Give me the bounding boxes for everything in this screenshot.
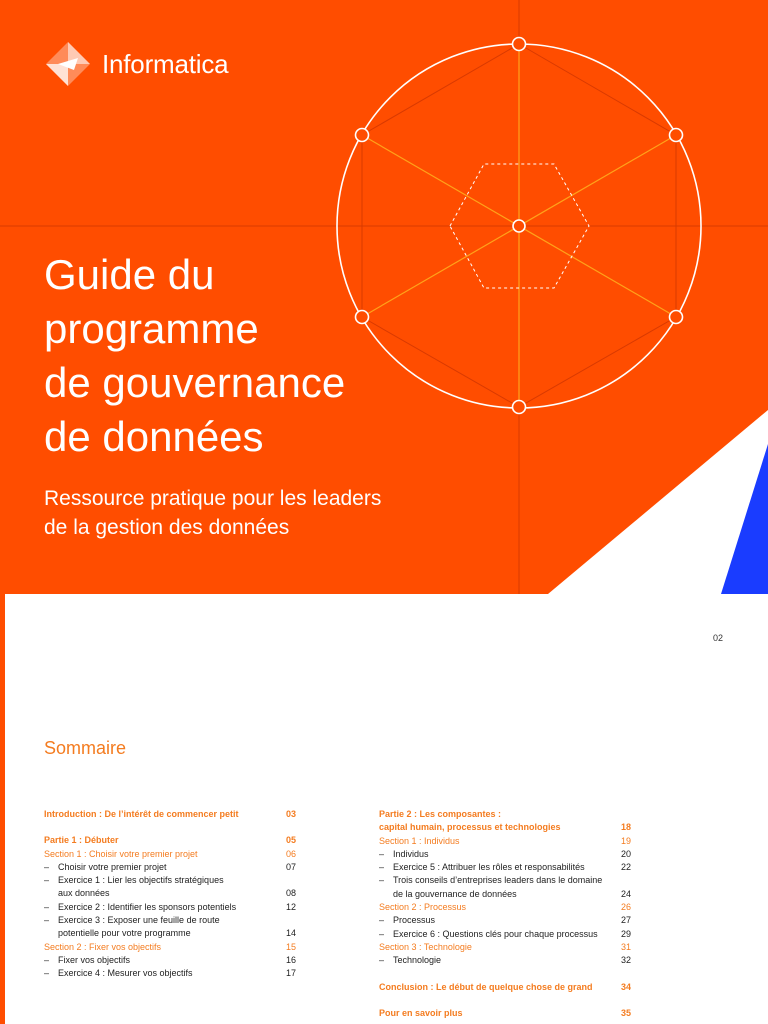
toc-entry-label: Exercice 4 : Mesurer vos objectifs — [58, 968, 193, 979]
toc-entry-page: 14 — [285, 928, 296, 939]
toc-entry-page: 03 — [285, 809, 296, 819]
toc-entry-page: 29 — [620, 928, 631, 939]
toc-entry[interactable] — [44, 941, 296, 954]
toc-entry-page: 05 — [285, 835, 296, 846]
toc-entry[interactable] — [379, 888, 631, 901]
toc-heading: Sommaire — [44, 738, 127, 758]
toc-entry-page: 15 — [285, 941, 296, 952]
toc-entry[interactable] — [44, 834, 296, 847]
toc-entry-label: Exercice 5 : Attribuer les rôles et responsabilités — [393, 862, 585, 873]
toc-entry[interactable]: – Exercice 1 : Lier les objectifs stratégiques — [44, 874, 296, 887]
toc-entry[interactable]: – Individus 20 — [379, 848, 631, 861]
toc-entry-page: 08 — [285, 888, 296, 899]
toc-entry-page: 22 — [620, 862, 631, 873]
toc-entry[interactable]: – Exercice 3 : Exposer une feuille de route — [44, 914, 296, 927]
toc-entry-label: Partie 2 : Les composantes : — [379, 809, 502, 819]
toc-entry-page: 26 — [620, 902, 631, 913]
toc-entry-page: 27 — [620, 915, 631, 926]
title-line: Guide du — [44, 251, 215, 298]
toc-entry-label: Technologie — [393, 955, 442, 966]
toc-entry-label: Exercice 3 : Exposer une feuille de route — [58, 915, 220, 926]
logo-wordmark: Informatica — [102, 48, 229, 79]
toc-spacer — [379, 994, 631, 1007]
toc-entry[interactable]: – Exercice 2 : Identifier les sponsors potentiels 12 — [44, 901, 296, 914]
toc-entry[interactable]: – Choisir votre premier projet 07 — [44, 861, 296, 874]
toc-entry[interactable] — [379, 941, 631, 954]
title-line: de données — [44, 413, 264, 460]
toc-entry-page: 16 — [285, 954, 296, 965]
toc-entry-label: Exercice 1 : Lier les objectifs stratégiques — [58, 875, 224, 886]
toc-entry[interactable] — [44, 887, 296, 900]
toc-entry-label: de la gouvernance de données — [393, 888, 517, 899]
toc-entry-page: 06 — [285, 848, 296, 859]
toc-entry-page: 12 — [285, 901, 296, 912]
toc-entry-page: 18 — [620, 822, 631, 833]
toc-entry-label: Conclusion : Le début de quelque chose de grand — [379, 981, 593, 992]
toc-entry[interactable] — [379, 821, 631, 834]
toc-entry-page: 19 — [620, 835, 631, 846]
toc-entry-page: 17 — [285, 968, 296, 979]
toc-entry[interactable] — [44, 848, 296, 861]
title-line: de gouvernance — [44, 359, 346, 406]
toc-column-left — [44, 808, 296, 981]
toc-entry-label: Individus — [393, 848, 429, 859]
toc-entry-label: Exercice 2 : Identifier les sponsors potentiels — [58, 901, 237, 912]
toc-entry-page: 32 — [620, 955, 631, 966]
toc-entry-label: Section 1 : Individus — [379, 835, 460, 846]
toc-entry-page: 07 — [285, 861, 296, 872]
toc-entry[interactable] — [379, 901, 631, 914]
left-accent-rule — [0, 594, 5, 1024]
toc-entry-label: capital humain, processus et technologies — [379, 822, 561, 833]
toc-entry-label: aux données — [58, 888, 110, 899]
subtitle-line: Ressource pratique pour les leaders — [44, 487, 382, 510]
informatica-diamond-icon — [44, 40, 92, 88]
toc-spacer — [44, 821, 296, 834]
document-title — [44, 248, 345, 464]
toc-entry-page: 34 — [620, 981, 631, 992]
toc-entry[interactable] — [379, 835, 631, 848]
toc-entry[interactable] — [379, 981, 631, 994]
toc-spacer — [379, 968, 631, 981]
toc-entry-label: Partie 1 : Débuter — [44, 835, 119, 846]
toc-entry-label: Section 1 : Choisir votre premier projet — [44, 848, 198, 859]
page-number: 02 — [713, 633, 724, 643]
toc-entry[interactable]: – Exercice 6 : Questions clés pour chaque processus 29 — [379, 928, 631, 941]
toc-entry-label: potentielle pour votre programme — [58, 928, 191, 939]
toc-entry[interactable] — [44, 808, 296, 821]
toc-entry[interactable]: – Processus 27 — [379, 914, 631, 927]
title-line: programme — [44, 305, 259, 352]
toc-entry-label: Pour en savoir plus — [379, 1007, 463, 1018]
toc-entry[interactable] — [44, 927, 296, 940]
toc-entry-label: Fixer vos objectifs — [58, 954, 131, 965]
toc-entry-label: Choisir votre premier projet — [58, 861, 167, 872]
toc-entry[interactable]: – Technologie 32 — [379, 954, 631, 967]
toc-entry-page: 24 — [620, 888, 631, 899]
toc-entry[interactable] — [379, 808, 631, 821]
subtitle-line: de la gestion des données — [44, 516, 290, 539]
toc-entry-page: 31 — [620, 941, 631, 952]
toc-entry[interactable]: – Trois conseils d’entreprises leaders dans le domaine — [379, 874, 631, 887]
toc-entry-label: Exercice 6 : Questions clés pour chaque processus — [393, 928, 598, 939]
document-subtitle — [44, 484, 381, 542]
toc-entry-label: Section 3 : Technologie — [379, 941, 472, 952]
toc-entry-label: Section 2 : Processus — [379, 902, 467, 913]
informatica-logo — [44, 40, 228, 88]
toc-entry[interactable]: – Exercice 4 : Mesurer vos objectifs 17 — [44, 967, 296, 980]
toc-entry-label: Introduction : De l’intérêt de commencer petit — [44, 809, 239, 819]
toc-entry-label: Trois conseils d’entreprises leaders dans le domaine — [393, 875, 603, 886]
toc-entry-label: Processus — [393, 915, 436, 926]
toc-entry[interactable]: – Exercice 5 : Attribuer les rôles et responsabilités 22 — [379, 861, 631, 874]
toc-column-right — [379, 808, 631, 1020]
toc-entry[interactable] — [379, 1007, 631, 1020]
toc-entry-page: 20 — [620, 848, 631, 859]
toc-entry[interactable]: – Fixer vos objectifs 16 — [44, 954, 296, 967]
toc-entry-label: Section 2 : Fixer vos objectifs — [44, 941, 162, 952]
toc-entry-page: 35 — [620, 1007, 631, 1018]
